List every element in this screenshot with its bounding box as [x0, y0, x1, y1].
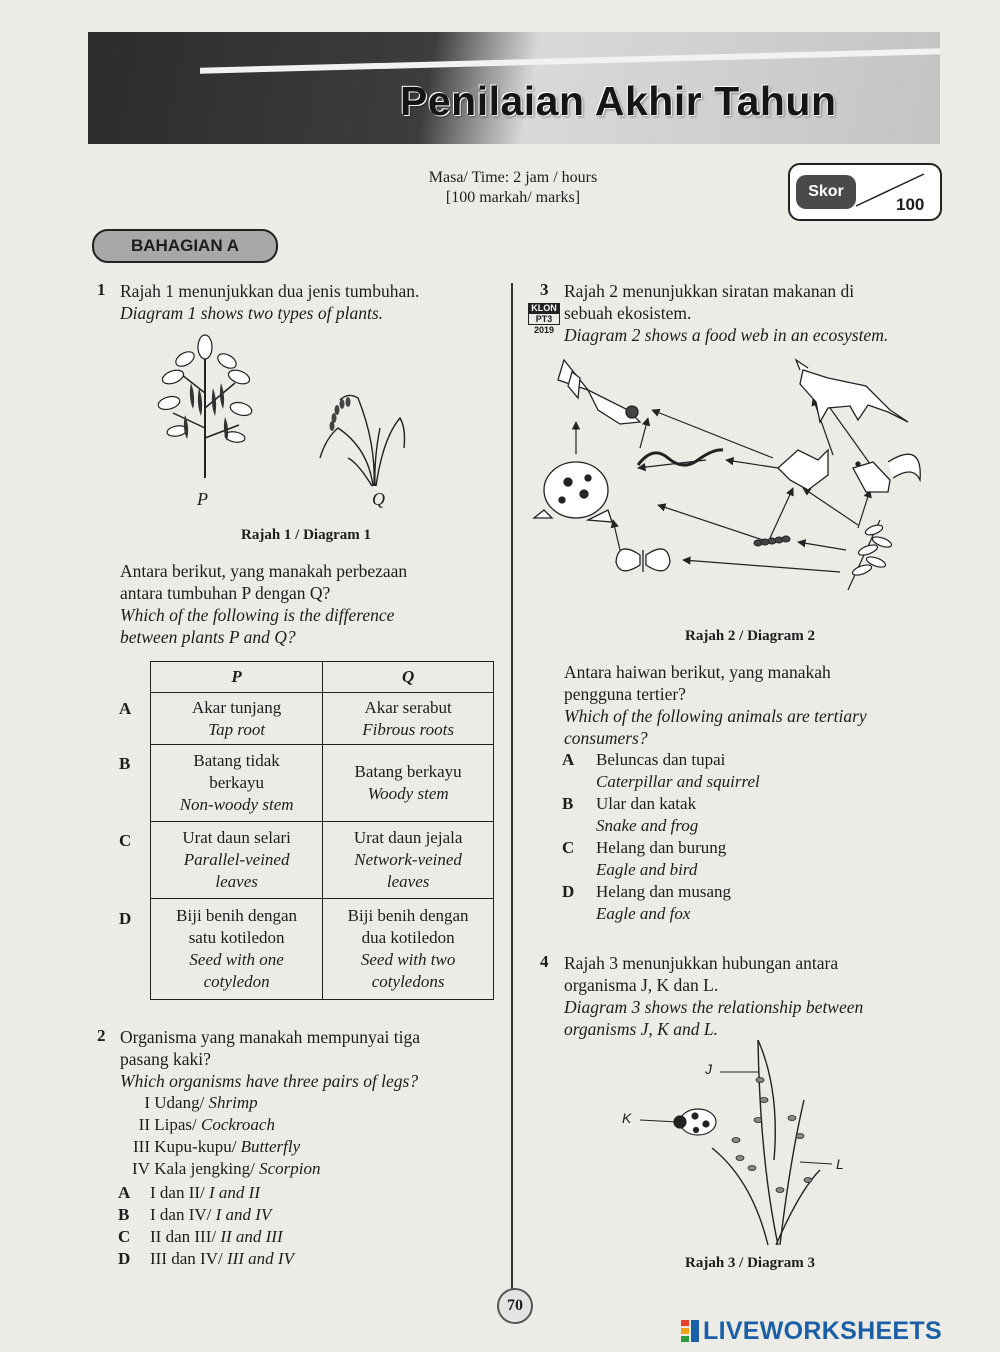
food-web-diagram	[528, 350, 940, 622]
frog-illustration	[534, 462, 612, 522]
table-cell: Biji benih dengan satu kotiledon Seed with one cotyledon	[151, 898, 323, 999]
label-k: K	[622, 1110, 632, 1126]
q3-option-c[interactable]: C Helang dan burung Eagle and bird	[562, 838, 727, 879]
marks-line: [100 markah/ marks]	[445, 189, 581, 206]
q3-options	[562, 749, 932, 925]
table-cell: Akar tunjang Tap root	[151, 693, 323, 745]
column-divider	[511, 283, 513, 1293]
label-j: J	[705, 1061, 712, 1077]
table-cell: Urat daun jejala Network-veined leaves	[323, 822, 494, 899]
option-b-label: B	[119, 754, 131, 773]
list-item: I Udang/ Shrimp	[144, 1093, 258, 1112]
q2-stem-ms-2: pasang kaki?	[120, 1049, 211, 1069]
page-number: 70	[497, 1288, 533, 1324]
q3-ask-ms-1: Antara haiwan berikut, yang manakah	[564, 662, 831, 682]
page-title: Penilaian Akhir Tahun	[400, 78, 837, 124]
q3-ask-ms-2: pengguna tertier?	[564, 684, 686, 704]
q3-stem-ms-2: sebuah ekosistem.	[564, 303, 692, 323]
q4-number: 4	[540, 952, 549, 971]
table-row[interactable]	[151, 745, 494, 822]
q2-option-d[interactable]: D III dan IV/ III and IV	[118, 1249, 294, 1268]
option-a-label: A	[119, 699, 132, 718]
list-item: IV Kala jengking/ Scorpion	[132, 1159, 321, 1178]
col-header-q: Q	[323, 662, 494, 693]
eagle-illustration	[558, 360, 640, 424]
list-item: III Kupu-kupu/ Butterfly	[133, 1137, 301, 1156]
q2-stem-ms-1: Organisma yang manakah mempunyai tiga	[120, 1027, 421, 1047]
leaf-illustration	[848, 520, 893, 590]
label-l: L	[836, 1156, 844, 1172]
table-row[interactable]	[151, 822, 494, 899]
q4-stem-ms-2: organisma J, K dan L.	[564, 975, 719, 995]
q3-question	[564, 661, 940, 749]
paddy-plant-illustration	[318, 388, 408, 488]
table-cell: Batang tidak berkayu Non-woody stem	[151, 745, 323, 822]
diagram3-caption: Rajah 3 / Diagram 3	[685, 1255, 815, 1271]
q2-stem	[120, 1026, 500, 1092]
q3-stem-en: Diagram 2 shows a food web in an ecosystem.	[564, 325, 889, 345]
diagram2-caption: Rajah 2 / Diagram 2	[685, 628, 815, 644]
q4-stem-en-1: Diagram 3 shows the relationship between	[564, 997, 864, 1017]
butterfly-illustration	[616, 549, 670, 572]
q3-stem	[564, 280, 940, 346]
table-cell: Biji benih dengan dua kotiledon Seed with two cotyledons	[323, 898, 494, 999]
option-c-label: C	[119, 831, 132, 850]
q3-ask-en-1: Which of the following animals are tertiary	[564, 706, 867, 726]
liveworksheets-logo-icon	[681, 1320, 699, 1342]
caterpillar-illustration	[754, 536, 790, 546]
q1-stem-en: Diagram 1 shows two types of plants.	[120, 303, 384, 323]
q2-option-c[interactable]: C II dan III/ II and III	[118, 1227, 283, 1246]
q1-question	[120, 560, 496, 648]
q4-stem-en-2: organisms J, K and L.	[564, 1019, 718, 1039]
q3-option-d[interactable]: D Helang dan musang Eagle and fox	[562, 882, 732, 923]
chilli-plant-illustration	[155, 333, 255, 483]
time-line: Masa/ Time: 2 jam / hours	[428, 169, 598, 186]
table-row[interactable]	[151, 693, 494, 745]
q1-ask-ms-1: Antara berikut, yang manakah perbezaan	[120, 561, 408, 581]
q3-stem-ms-1: Rajah 2 menunjukkan siratan makanan di	[564, 281, 855, 301]
q3-ask-en-2: consumers?	[564, 728, 648, 748]
fox-illustration	[796, 360, 908, 422]
ladybird-illustration	[674, 1109, 716, 1135]
score-total: 100	[896, 195, 925, 214]
option-d-label: D	[119, 909, 132, 928]
q1-stem	[120, 280, 500, 324]
list-item: II Lipas/ Cockroach	[138, 1115, 275, 1134]
diagram1-caption: Rajah 1 / Diagram 1	[241, 527, 371, 543]
q2-options	[118, 1182, 478, 1270]
q1-options-table	[150, 661, 494, 1000]
section-label: BAHAGIAN A	[92, 229, 278, 263]
q1-ask-en-1: Which of the following is the difference	[120, 605, 395, 625]
q4-stem-ms-1: Rajah 3 menunjukkan hubungan antara	[564, 953, 839, 973]
score-label: Skor	[796, 175, 856, 209]
q1-stem-ms: Rajah 1 menunjukkan dua jenis tumbuhan.	[120, 281, 420, 301]
q3-number: 3	[540, 280, 549, 299]
aphid-ladybird-diagram	[640, 1040, 860, 1250]
table-cell: Batang berkayu Woody stem	[323, 745, 494, 822]
q2-number: 2	[97, 1026, 106, 1045]
q4-stem	[564, 952, 940, 1040]
klon-badge: KLON PT3 2019	[528, 303, 560, 333]
liveworksheets-brand[interactable]: LIVEWORKSHEETS	[703, 1317, 942, 1345]
squirrel-illustration	[853, 454, 920, 492]
q2-option-a[interactable]: A I dan II/ I and II	[118, 1183, 260, 1202]
bird-illustration	[778, 450, 828, 490]
plant-q-label: Q	[372, 489, 385, 509]
col-header-p: P	[151, 662, 323, 693]
q1-ask-en-2: between plants P and Q?	[120, 627, 296, 647]
q3-option-b[interactable]: B Ular dan katak Snake and frog	[562, 794, 699, 835]
q2-option-b[interactable]: B I dan IV/ I and IV	[118, 1205, 272, 1224]
q1-number: 1	[97, 280, 106, 299]
table-cell: Urat daun selari Parallel-veined leaves	[151, 822, 323, 899]
q2-stem-en: Which organisms have three pairs of legs?	[120, 1071, 419, 1091]
plant-p-label: P	[197, 489, 208, 509]
q1-ask-ms-2: antara tumbuhan P dengan Q?	[120, 583, 331, 603]
time-info	[388, 168, 638, 208]
table-cell: Akar serabut Fibrous roots	[323, 693, 494, 745]
table-row[interactable]	[151, 898, 494, 999]
q2-items	[120, 1092, 480, 1180]
q3-option-a[interactable]: A Beluncas dan tupai Caterpillar and squirrel	[562, 750, 760, 791]
